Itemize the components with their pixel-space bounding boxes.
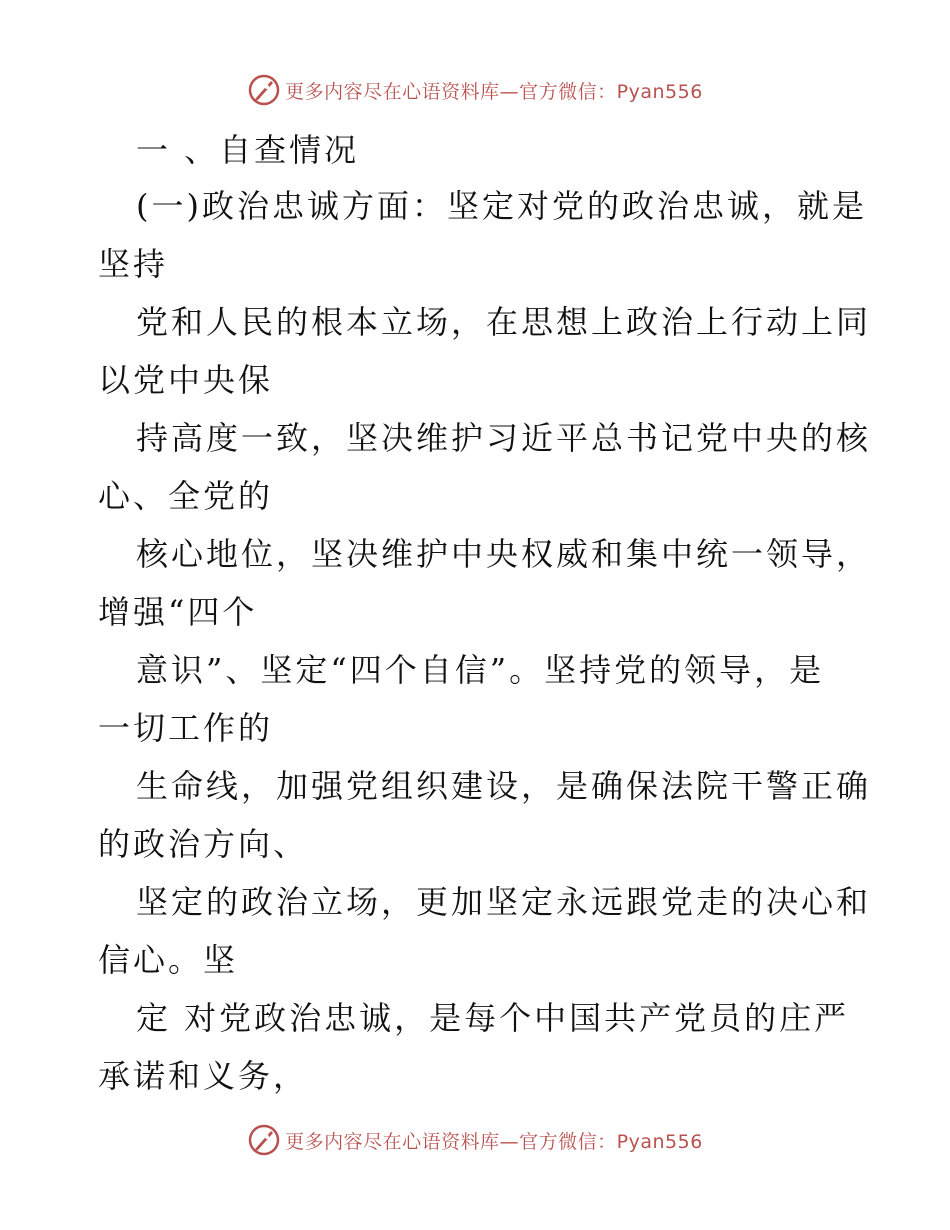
paragraph-line: 党和人民的根本立场，在思想上政治上行动上同 xyxy=(136,303,872,341)
paragraph-line: 坚持 xyxy=(98,245,169,283)
watermark-text: 更多内容尽在心语资料库—官方微信：Pyan556 xyxy=(285,1130,703,1153)
paragraph-line: (一)政治忠诚方面：坚定对党的政治忠诚，就是 xyxy=(136,187,867,225)
watermark-header xyxy=(0,70,950,110)
paragraph-line: 坚定的政治立场，更加坚定永远跟党走的决心和 xyxy=(136,883,872,921)
paragraph-line: 核心地位，坚决维护中央权威和集中统一领导， xyxy=(136,535,872,573)
section-heading: 一 、自查情况 xyxy=(136,131,360,169)
paragraph-line: 定 对党政治忠诚，是每个中国共产党员的庄严 xyxy=(136,999,850,1037)
paragraph-line: 以党中央保 xyxy=(98,361,274,399)
quill-logo-icon xyxy=(247,73,281,107)
paragraph-line: 生命线，加强党组织建设，是确保法院干警正确 xyxy=(136,767,872,805)
paragraph-line: 一切工作的 xyxy=(98,709,274,747)
paragraph-line: 心、全党的 xyxy=(98,477,274,515)
watermark-footer xyxy=(0,1120,950,1160)
paragraph-line: 增强“四个 xyxy=(98,593,258,631)
paragraph-line: 意识”、坚定“四个自信”。坚持党的领导，是 xyxy=(136,651,825,689)
quill-logo-icon xyxy=(247,1123,281,1157)
watermark-text: 更多内容尽在心语资料库—官方微信：Pyan556 xyxy=(285,80,703,103)
paragraph-line: 的政治方向、 xyxy=(98,825,309,863)
paragraph-line: 信心。坚 xyxy=(98,941,239,979)
paragraph-line: 持高度一致，坚决维护习近平总书记党中央的核 xyxy=(136,419,872,457)
paragraph-line: 承诺和义务， xyxy=(98,1057,309,1095)
